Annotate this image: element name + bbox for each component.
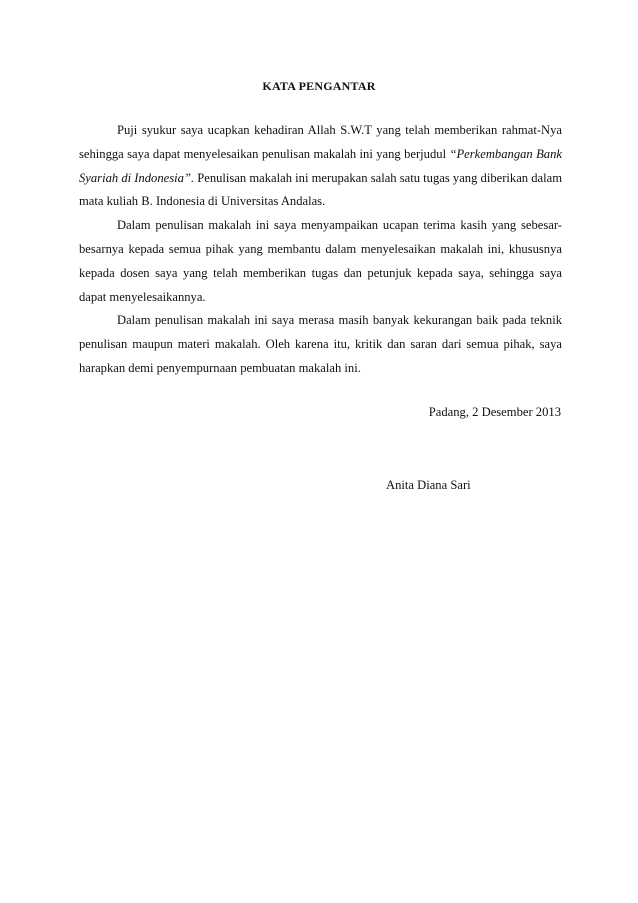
paragraph-1 bbox=[79, 119, 562, 214]
paragraph-2: Dalam penulisan makalah ini saya menyampaikan ucapan terima kasih yang sebesar-besarnya kepada semua pihak yang membantu dalam menyelesaikan makalah ini, khususnya kepada dosen saya yang telah memberikan tugas dan petunjuk kepada saya, sehingga saya dapat menyelesaikannya. bbox=[79, 218, 562, 304]
paper-title-italic: “Perkembangan Bank Syariah di Indonesia”. bbox=[79, 146, 562, 185]
paragraph-1-before: Puji syukur saya ucapkan kehadiran Allah S.W.T yang telah memberikan rahmat-Nya sehingga saya dapat menyelesaikan penulisan makalah ini yang berjudul bbox=[79, 123, 562, 161]
author-name: Anita Diana Sari bbox=[386, 478, 471, 492]
paragraph-3: Dalam penulisan makalah ini saya merasa masih banyak kekurangan baik pada teknik penulisan maupun materi makalah. Oleh karena itu, kritik dan saran dari semua pihak, saya harapkan demi penyempurnaan pembuatan makalah ini. bbox=[79, 313, 562, 375]
preface-body bbox=[79, 119, 562, 381]
paragraph-1-after: Penulisan makalah ini merupakan salah satu tugas yang diberikan dalam mata kuliah B. Indonesia di Universitas Andalas. bbox=[79, 170, 563, 209]
page-title: KATA PENGANTAR bbox=[262, 79, 376, 93]
place-date: Padang, 2 Desember 2013 bbox=[428, 405, 561, 419]
